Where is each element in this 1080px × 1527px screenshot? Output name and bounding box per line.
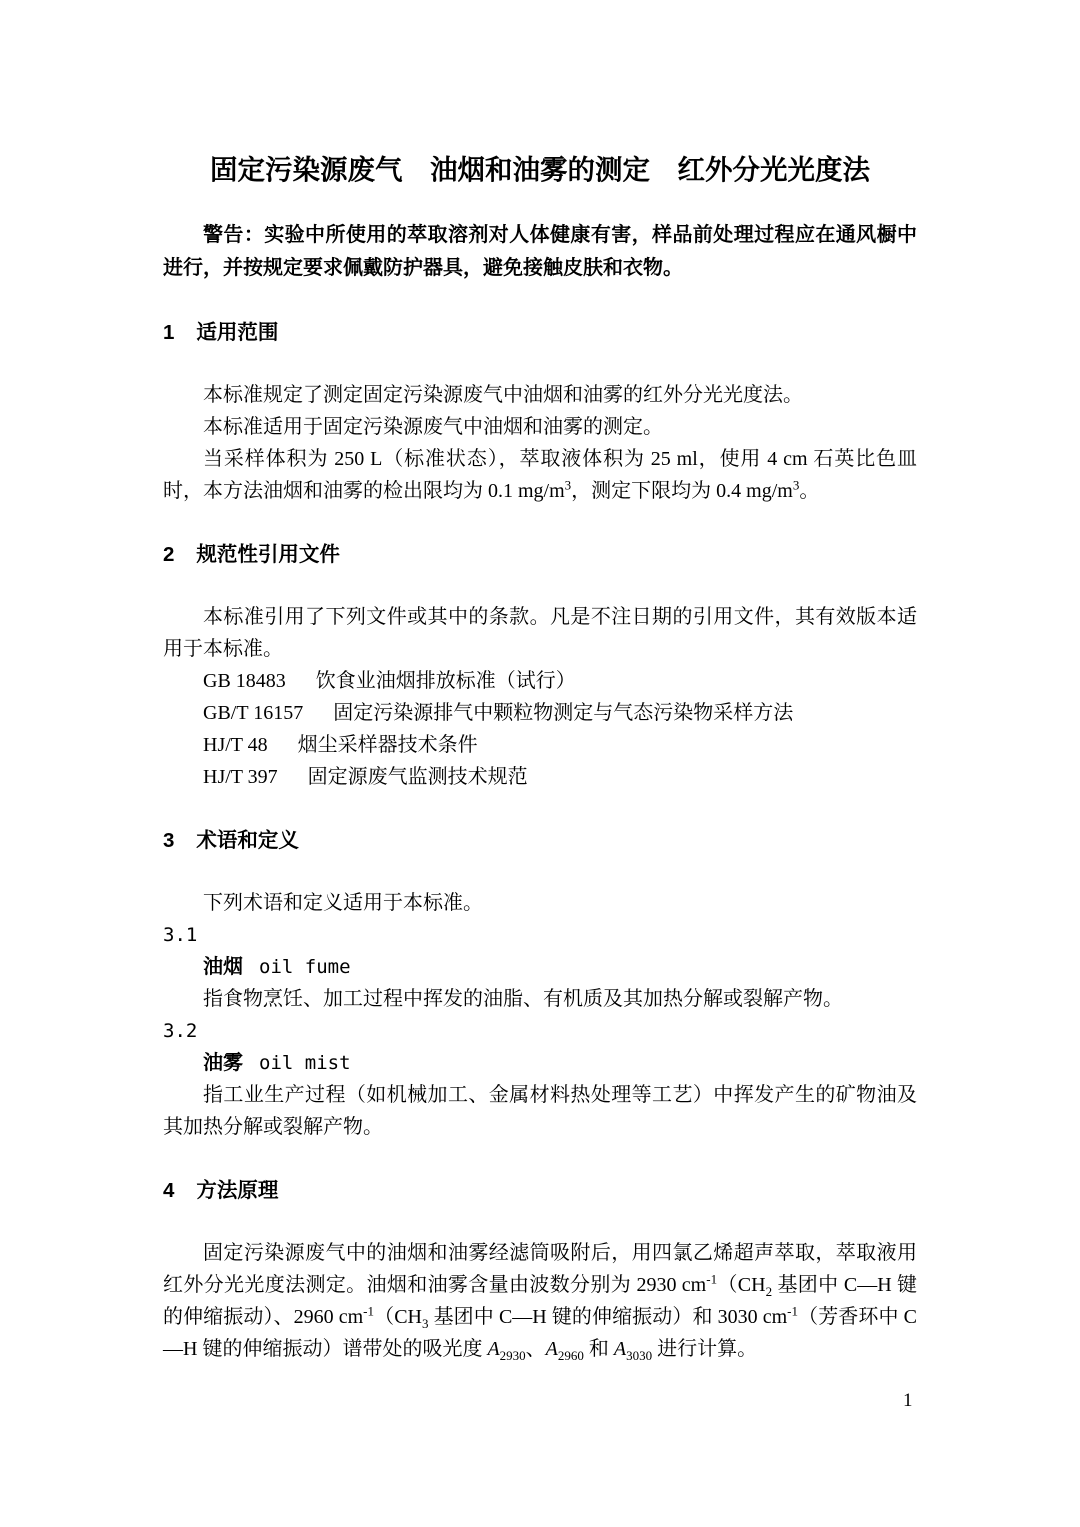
- reference-title: 饮食业油烟排放标准（试行）: [315, 670, 576, 692]
- references-intro: 本标准引用了下列文件或其中的条款。凡是不注日期的引用文件，其有效版本适用于本标准。: [163, 606, 917, 660]
- reference-list: [163, 665, 917, 793]
- reference-title: 烟尘采样器技术条件: [297, 734, 478, 756]
- scope-paragraph-1: 本标准规定了测定固定污染源废气中油烟和油雾的红外分光光度法。: [203, 384, 803, 406]
- scope-paragraph-2: 本标准适用于固定污染源废气中油烟和油雾的测定。: [203, 416, 663, 438]
- warning-paragraph: 警告：实验中所使用的萃取溶剂对人体健康有害，样品前处理过程应在通风橱中进行，并按规定要求佩戴防护器具，避免接触皮肤和衣物。: [163, 224, 917, 279]
- page-number: 1: [903, 1390, 913, 1411]
- section-references-number: 2: [163, 543, 175, 566]
- reference-item: [163, 665, 917, 697]
- term-definition: 指工业生产过程（如机械加工、金属材料热处理等工艺）中挥发产生的矿物油及其加热分解或裂解产物。: [163, 1084, 917, 1138]
- term-name: [163, 1047, 917, 1079]
- reference-item: [163, 729, 917, 761]
- reference-item: [163, 761, 917, 793]
- section-principle-title: 方法原理: [196, 1179, 279, 1202]
- section-scope-title: 适用范围: [196, 321, 279, 344]
- scope-paragraph-detection-limit: 当采样体积为 250 L（标准状态），萃取液体积为 25 ml，使用 4 cm 石英比色皿时，本方法油烟和油雾的检出限均为 0.1 $mg/m^3$，测定下限均为 0.4 $mg/m^3$。: [163, 448, 917, 502]
- section-references-title: 规范性引用文件: [196, 543, 340, 566]
- reference-item: [163, 697, 917, 729]
- term-name-english: oil fume: [259, 956, 351, 978]
- principle-paragraph: 固定污染源废气中的油烟和油雾经滤筒吸附后，用四氯乙烯超声萃取，萃取液用红外分光光度法测定。油烟和油雾含量由波数分别为 2930 $cm^{-1}(CH_2$ 基团中 C—H 键的伸缩振动）、2960 $cm^{-1}(CH_3$ 基团中 C—H 键的伸缩振动）和 3030 $cm^{-1}$（芳香环中 C—H 键的伸缩振动）谱带处的吸光度 $A_{2930}$、$A_{2960}$ 和 $A_{3030}$ 进行计算。: [163, 1242, 917, 1363]
- terms-intro: 下列术语和定义适用于本标准。: [203, 892, 483, 914]
- section-terms-title: 术语和定义: [196, 829, 299, 852]
- term-name-chinese: 油雾: [203, 1052, 243, 1074]
- section-scope-heading: [163, 321, 917, 345]
- reference-title: 固定污染源排气中颗粒物测定与气态污染物采样方法: [333, 702, 794, 724]
- reference-code: HJ/T 397: [203, 766, 278, 788]
- section-terms-number: 3: [163, 829, 175, 852]
- term-entry-oil-mist: [163, 1015, 917, 1143]
- term-definition: 指食物烹饪、加工过程中挥发的油脂、有机质及其加热分解或裂解产物。: [203, 988, 843, 1010]
- section-principle-number: 4: [163, 1179, 175, 1202]
- reference-code: HJ/T 48: [203, 734, 268, 756]
- term-number: 3.1: [163, 924, 198, 946]
- term-name-english: oil mist: [259, 1052, 351, 1074]
- reference-title: 固定源废气监测技术规范: [307, 766, 528, 788]
- reference-code: GB 18483: [203, 670, 286, 692]
- term-number: 3.2: [163, 1020, 198, 1042]
- section-references-heading: [163, 543, 917, 567]
- term-name-chinese: 油烟: [203, 956, 243, 978]
- reference-code: GB/T 16157: [203, 702, 304, 724]
- document-title: 固定污染源废气 油烟和油雾的测定 红外分光光度法: [210, 154, 870, 185]
- section-principle-heading: [163, 1179, 917, 1203]
- section-terms-heading: [163, 829, 917, 853]
- term-entry-oil-fume: [163, 919, 917, 1015]
- section-scope-number: 1: [163, 321, 175, 344]
- term-name: [163, 951, 917, 983]
